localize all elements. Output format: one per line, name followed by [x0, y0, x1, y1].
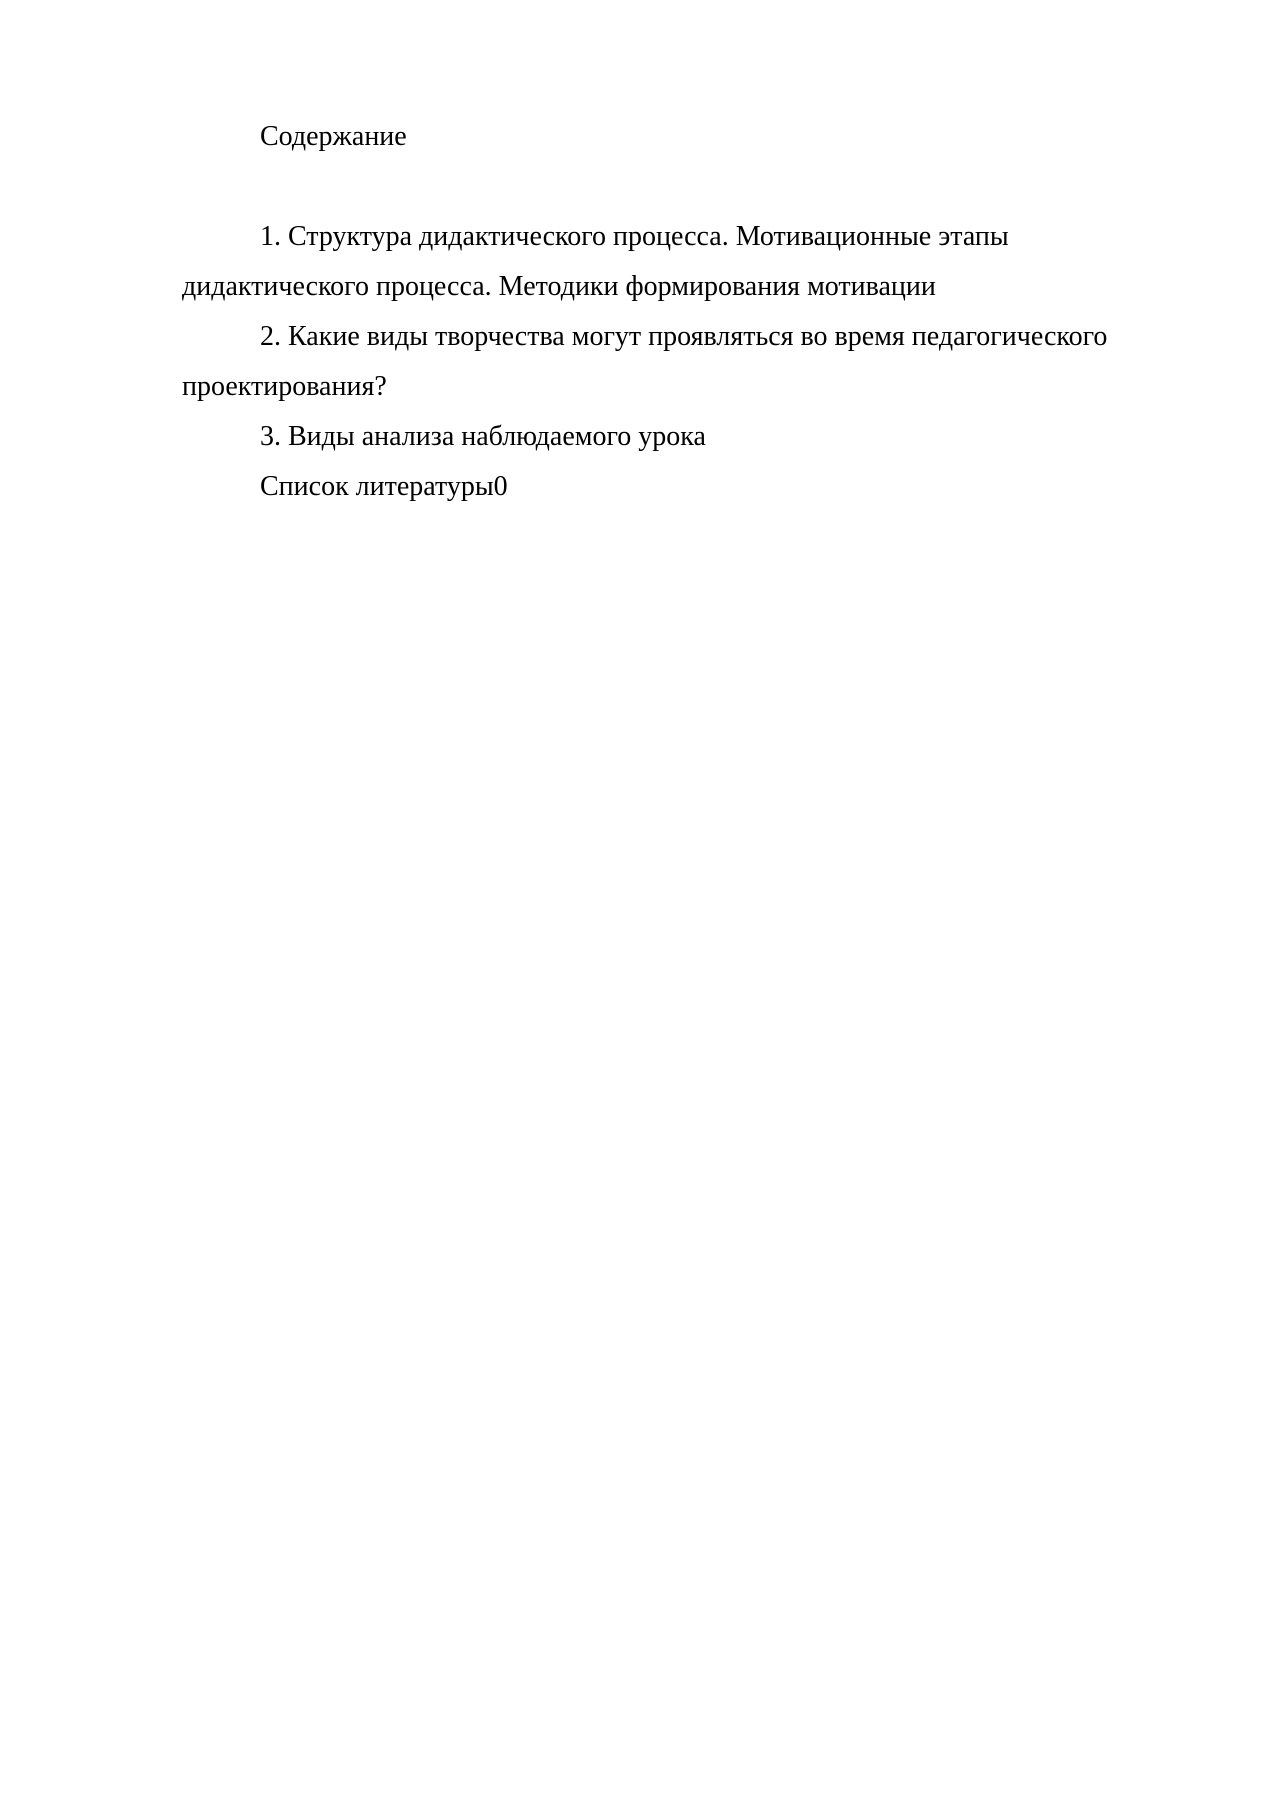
- page-title: Содержание: [260, 121, 407, 152]
- toc-item-3: 3. Виды анализа наблюдаемого урока: [260, 421, 706, 452]
- page-content: [182, 112, 1192, 512]
- toc-item-2: 2. Какие виды творчества могут проявляться во время педагогического проектирования?: [182, 321, 1108, 402]
- toc-item-bibliography: Список литературы0: [260, 471, 508, 502]
- toc-item-1: 1. Структура дидактического процесса. Мотивационные этапы дидактического процесса. Методики формирования мотивации: [182, 221, 1009, 302]
